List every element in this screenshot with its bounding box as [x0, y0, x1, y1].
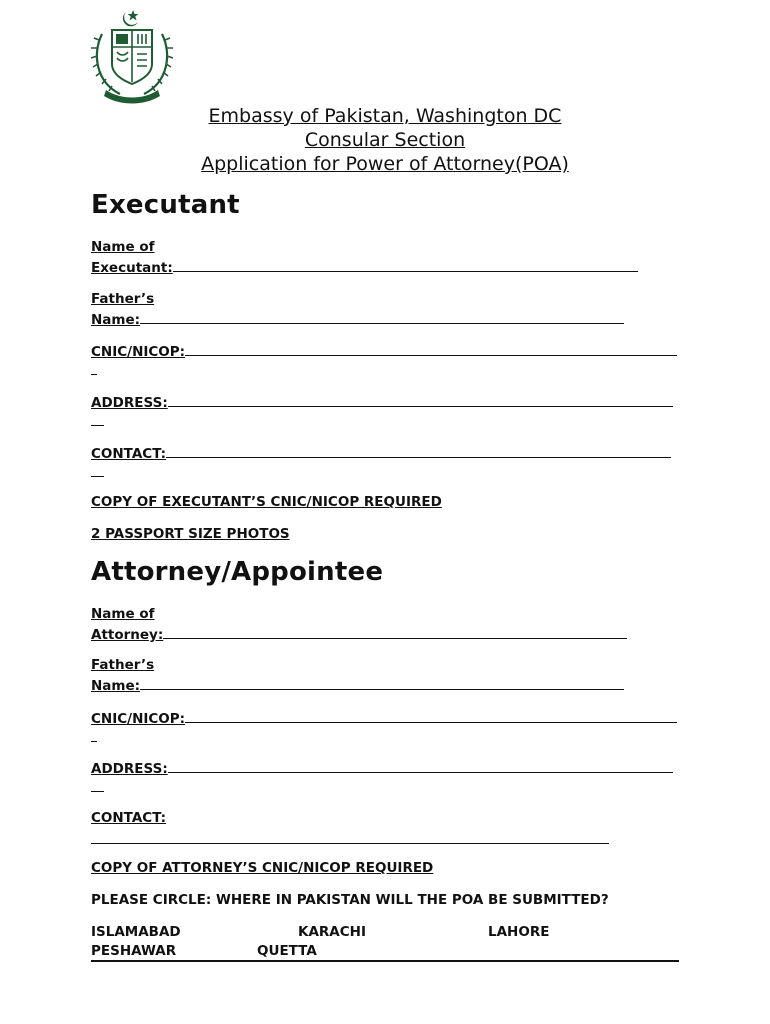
executant-father-label-2: Name:: [91, 312, 141, 328]
attorney-cnic-label: CNIC/NICOP:: [91, 711, 186, 727]
city-option-lahore[interactable]: LAHORE: [488, 924, 550, 940]
executant-address-field[interactable]: [91, 392, 673, 413]
pakistan-state-emblem-icon: [90, 4, 174, 104]
attorney-name-field[interactable]: [91, 605, 627, 645]
executant-father-label-1: Father’s: [91, 291, 155, 307]
executant-cnic-overflow-line: [91, 374, 97, 375]
executant-contact-label: CONTACT:: [91, 446, 167, 462]
attorney-address-overflow-line: [91, 791, 104, 792]
executant-contact-field[interactable]: [91, 443, 671, 464]
executant-name-label-1: Name of: [91, 239, 155, 255]
executant-address-overflow-line: [91, 425, 104, 426]
executant-father-field[interactable]: [91, 290, 624, 330]
attorney-address-blank[interactable]: [168, 758, 673, 773]
executant-contact-overflow-line: [91, 476, 104, 477]
attorney-contact-blank[interactable]: [91, 843, 609, 844]
attorney-father-blank[interactable]: [140, 675, 624, 690]
attorney-name-label-1: Name of: [91, 606, 155, 622]
passport-photos-requirement: 2 PASSPORT SIZE PHOTOS: [91, 526, 290, 542]
attorney-address-label: ADDRESS:: [91, 761, 168, 777]
attorney-cnic-blank[interactable]: [185, 708, 677, 723]
city-option-islamabad[interactable]: ISLAMABAD: [91, 924, 181, 940]
attorney-heading: Attorney/Appointee: [91, 557, 384, 587]
attorney-father-label-1: Father’s: [91, 657, 155, 673]
executant-name-field[interactable]: [91, 238, 638, 278]
section-subtitle: Consular Section: [304, 129, 466, 151]
executant-name-label-2: Executant:: [91, 260, 173, 276]
attorney-cnic-field[interactable]: [91, 708, 677, 729]
executant-heading: Executant: [91, 190, 240, 220]
executant-address-blank[interactable]: [168, 392, 673, 407]
form-header: [0, 104, 770, 176]
executant-cnic-blank[interactable]: [185, 341, 677, 356]
attorney-contact-label: CONTACT:: [91, 810, 167, 826]
city-option-peshawar[interactable]: PESHAWAR: [91, 943, 177, 959]
attorney-name-label-2: Attorney:: [91, 627, 164, 643]
executant-father-blank[interactable]: [140, 309, 624, 324]
executant-cnic-label: CNIC/NICOP:: [91, 344, 186, 360]
executant-cnic-field[interactable]: [91, 341, 677, 362]
attorney-address-field[interactable]: [91, 758, 673, 779]
bottom-rule: [91, 960, 679, 962]
executant-contact-blank[interactable]: [166, 443, 671, 458]
city-option-quetta[interactable]: QUETTA: [257, 943, 317, 959]
attorney-name-blank[interactable]: [163, 624, 627, 639]
embassy-title: Embassy of Pakistan, Washington DC: [208, 105, 562, 127]
attorney-father-label-2: Name:: [91, 678, 141, 694]
submission-question: PLEASE CIRCLE: WHERE IN PAKISTAN WILL THE POA BE SUBMITTED?: [91, 892, 609, 908]
attorney-copy-requirement: COPY OF ATTORNEY’S CNIC/NICOP REQUIRED: [91, 860, 434, 876]
city-option-karachi[interactable]: KARACHI: [298, 924, 366, 940]
attorney-father-field[interactable]: [91, 656, 624, 696]
attorney-cnic-overflow-line: [91, 741, 97, 742]
attorney-contact-field[interactable]: [91, 809, 166, 828]
executant-copy-requirement: COPY OF EXECUTANT’S CNIC/NICOP REQUIRED: [91, 494, 442, 510]
form-title: Application for Power of Attorney(POA): [201, 153, 569, 175]
executant-name-blank[interactable]: [173, 257, 638, 272]
executant-address-label: ADDRESS:: [91, 395, 168, 411]
